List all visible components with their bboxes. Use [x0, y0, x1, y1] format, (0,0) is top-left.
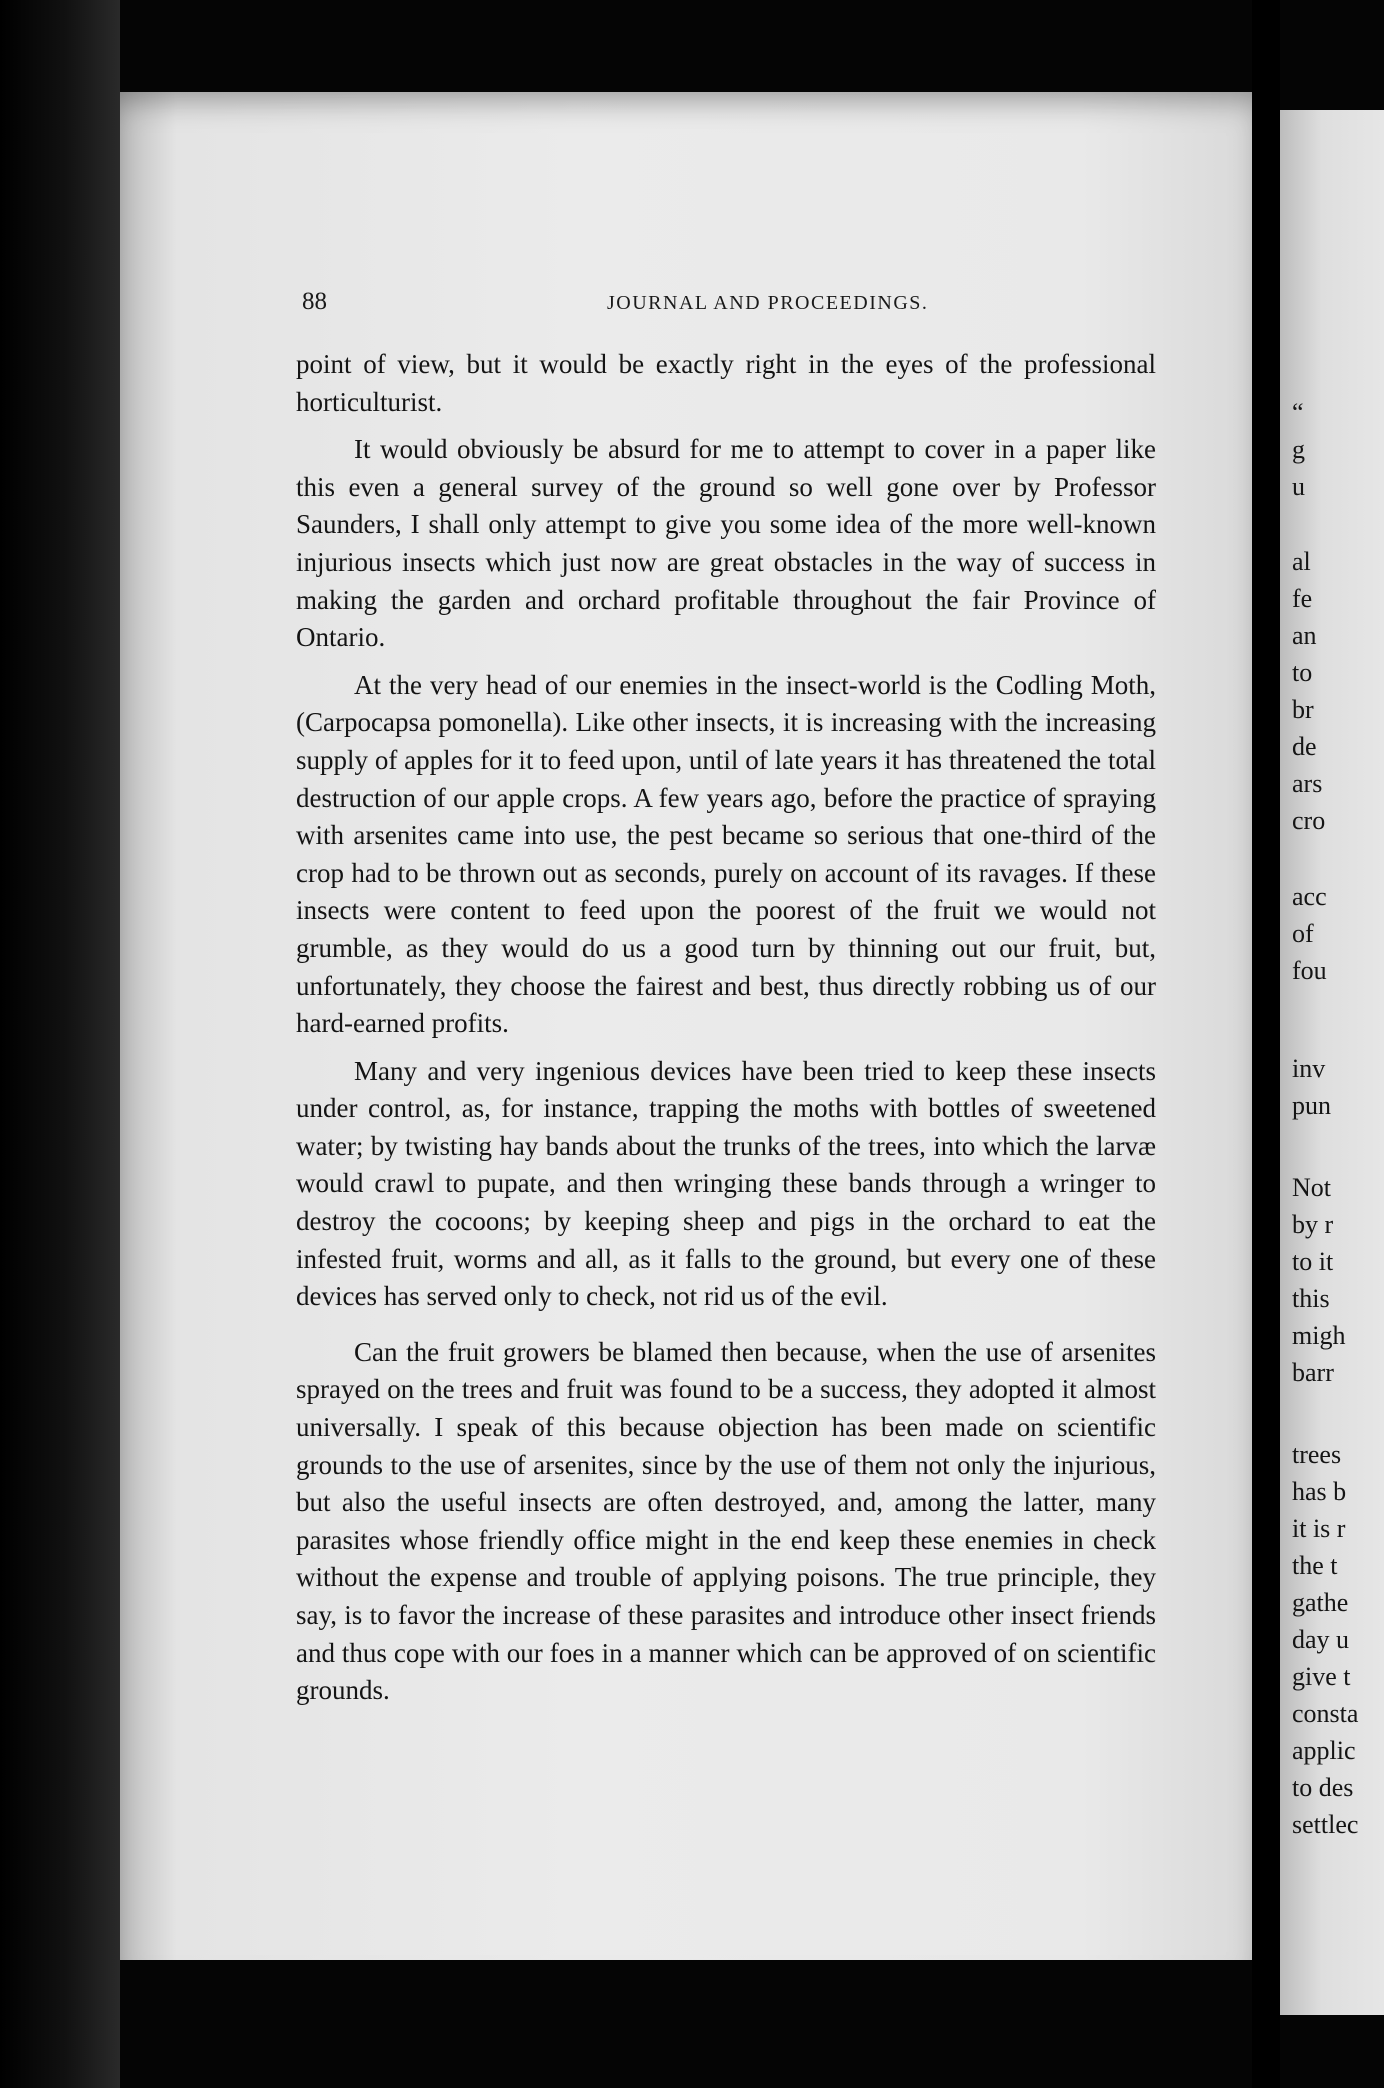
facing-page-line: acc — [1292, 882, 1327, 911]
facing-page-line: day u — [1292, 1625, 1350, 1654]
facing-page-line: de — [1292, 732, 1317, 761]
facing-page-line: gathe — [1292, 1588, 1349, 1617]
facing-page-line: by r — [1292, 1210, 1334, 1239]
paragraph: Many and very ingenious devices have been tried to keep these insects under control, as, for instance, trapping the moths with bottles of sweetened water; by twisting hay bands about the trunks of the trees, into which the larvæ would crawl to pupate, and then wringing these bands through a wringer to destroy the cocoons; by keeping sheep and pigs in the orchard to eat the infested fruit, worms and all, as it falls to the ground, but every one of these devices has served only to check, not rid us of the evil. — [296, 1055, 1156, 1312]
facing-page-line: barr — [1292, 1358, 1334, 1387]
facing-page-line: has b — [1292, 1477, 1347, 1506]
paragraph: point of view, but it would be exactly right in the eyes of the professional horticulturist. — [296, 349, 1156, 417]
facing-page-line: settlec — [1292, 1810, 1359, 1839]
facing-page-line: trees — [1292, 1440, 1342, 1469]
facing-page-line: an — [1292, 621, 1317, 650]
facing-page-line: to — [1292, 658, 1313, 687]
scan-left-edge — [0, 0, 120, 2088]
paragraph: It would obviously be absurd for me to attempt to cover in a paper like this even a general survey of the ground so well gone over by Professor Saunders, I shall only attempt to give you some idea of the more well-known injurious insects which just now are great obstacles in the way of success in making the garden and orchard profitable throughout the fair Province of Ontario. — [296, 434, 1156, 653]
facing-page-line: fou — [1292, 956, 1327, 985]
facing-page-line: “ — [1292, 398, 1304, 427]
facing-page-line: g — [1292, 435, 1305, 464]
facing-page-line: cro — [1292, 806, 1326, 835]
running-head — [182, 288, 1162, 328]
facing-page-line: it is r — [1292, 1514, 1346, 1543]
facing-page-line: pun — [1292, 1091, 1331, 1120]
facing-page-line: the t — [1292, 1551, 1338, 1580]
facing-page-line: this — [1292, 1284, 1330, 1313]
facing-page-line: to it — [1292, 1247, 1334, 1276]
book-gutter — [1252, 0, 1280, 2088]
facing-page-line: to des — [1292, 1773, 1354, 1802]
facing-page-line: u — [1292, 472, 1305, 501]
paragraph: Can the fruit growers be blamed then because, when the use of arsenites sprayed on the trees and fruit was found to be a success, they adopted it almost universally. I speak of this because objection has been made on scientific grounds to the use of arsenites, since by the use of them not only the injurious, but also the useful insects are often destroyed, and, among the latter, many parasites whose friendly office might in the end keep these enemies in check without the expense and trouble of applying poisons. The true principle, they say, is to favor the increase of these parasites and introduce other insect friends and thus cope with our foes in a manner which can be approved of on scientific grounds. — [296, 1336, 1156, 1706]
facing-page-line: give t — [1292, 1662, 1351, 1691]
facing-page-line: br — [1292, 695, 1314, 724]
facing-page-line: al — [1292, 547, 1311, 576]
facing-page-line: Not — [1292, 1173, 1331, 1202]
facing-page-line: consta — [1292, 1699, 1359, 1728]
facing-page-line: of — [1292, 919, 1314, 948]
facing-page-line: inv — [1292, 1054, 1326, 1083]
running-head-title: JOURNAL AND PROCEEDINGS. — [607, 292, 929, 314]
facing-page-line: fe — [1292, 584, 1313, 613]
page-number: 88 — [302, 288, 327, 315]
facing-page-line: applic — [1292, 1736, 1356, 1765]
facing-page-fragment — [1280, 110, 1384, 2015]
facing-page-line: migh — [1292, 1321, 1346, 1350]
body-text — [296, 346, 1156, 1710]
paragraph: At the very head of our enemies in the insect-world is the Codling Moth, (Carpocapsa pomonella). Like other insects, it is increasing with the increasing supply of apples for it to feed upon, until of late years it has threatened the total destruction of our apple crops. A few years ago, before the practice of spraying with arsenites came into use, the pest became so serious that one-third of the crop had to be thrown out as seconds, purely on account of its ravages. If these insects were content to feed upon the poorest of the fruit we would not grumble, as they would do us a good turn by thinning out our fruit, but, unfortunately, they choose the fairest and best, thus directly robbing us of our hard-earned profits. — [296, 669, 1156, 1039]
facing-page-line: ars — [1292, 769, 1323, 798]
